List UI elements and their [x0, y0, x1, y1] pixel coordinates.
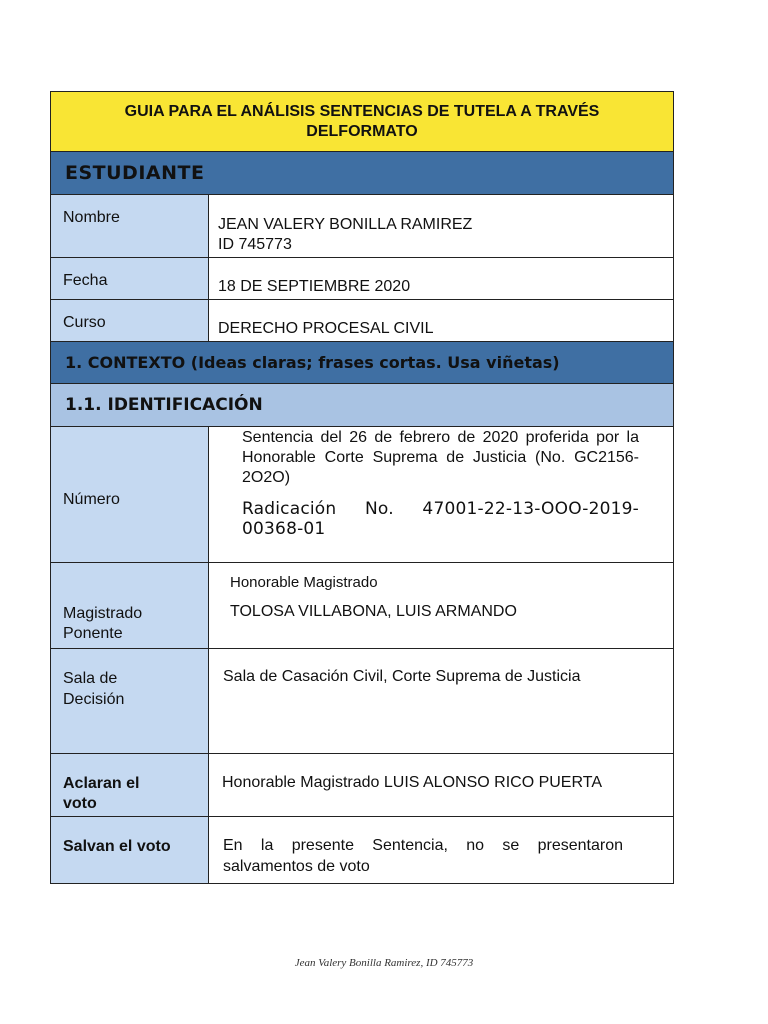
magistrado-value: [209, 563, 673, 648]
identificacion-header: 1.1. IDENTIFICACIÓN: [51, 384, 673, 426]
magistrado-title: Honorable Magistrado: [230, 574, 378, 591]
salvan-row: [51, 816, 673, 883]
nombre-value: [209, 195, 673, 257]
numero-label: Número: [51, 427, 209, 562]
form-title-line1: GUIA PARA EL ANÁLISIS SENTENCIAS DE TUTELA A TRAVÉS: [124, 103, 600, 120]
numero-value: [209, 427, 673, 562]
page-footer: Jean Valery Bonilla Ramirez, ID 745773: [294, 957, 474, 969]
nombre-label: Nombre: [51, 195, 209, 257]
sala-label-line1: Sala de: [63, 670, 118, 687]
contexto-section-row: [51, 341, 673, 383]
aclaran-label-line2: voto: [63, 795, 97, 812]
aclaran-label: [51, 754, 209, 816]
aclaran-label-line1: Aclaran el: [63, 775, 140, 792]
estudiante-header: ESTUDIANTE: [51, 152, 673, 194]
fecha-label: Fecha: [51, 258, 209, 299]
sentencia-text: Sentencia del 26 de febrero de 2020 proferida por la Honorable Corte Suprema de Justicia (No. GC2156-2O2O): [242, 429, 639, 486]
analysis-form-table: [50, 91, 674, 884]
form-title: [51, 92, 673, 151]
aclaran-row: [51, 753, 673, 816]
fecha-row: [51, 257, 673, 299]
student-name: JEAN VALERY BONILLA RAMIREZ: [218, 216, 473, 233]
salvan-value: En la presente Sentencia, no se presentaron salvamentos de voto: [223, 837, 623, 875]
magistrado-label-line2: Ponente: [63, 625, 123, 642]
curso-value: DERECHO PROCESAL CIVIL: [218, 320, 434, 337]
nombre-row: [51, 194, 673, 257]
numero-row: [51, 426, 673, 562]
aclaran-value: Honorable Magistrado LUIS ALONSO RICO PUERTA: [222, 774, 602, 791]
magistrado-label-line1: Magistrado: [63, 605, 143, 622]
curso-label: Curso: [51, 300, 209, 341]
magistrado-label: [51, 563, 209, 648]
identificacion-section-row: [51, 383, 673, 426]
sala-label: [51, 649, 209, 753]
sala-value: Sala de Casación Civil, Corte Suprema de Justicia: [223, 668, 581, 685]
title-row: [51, 92, 673, 151]
student-id: ID 745773: [218, 236, 292, 253]
curso-row: [51, 299, 673, 341]
salvan-label: Salvan el voto: [51, 817, 209, 883]
fecha-value: 18 DE SEPTIEMBRE 2020: [218, 278, 411, 295]
radicacion-text: Radicación No. 47001-22-13-OOO-2019-00368-01: [242, 499, 639, 539]
sala-row: [51, 648, 673, 753]
sala-label-line2: Decisión: [63, 691, 125, 708]
form-title-line2: DELFORMATO: [306, 123, 418, 140]
magistrado-row: [51, 562, 673, 648]
contexto-header: 1. CONTEXTO (Ideas claras; frases cortas. Usa viñetas): [51, 342, 673, 383]
magistrado-name: TOLOSA VILLABONA, LUIS ARMANDO: [230, 603, 517, 620]
estudiante-section-row: [51, 151, 673, 194]
